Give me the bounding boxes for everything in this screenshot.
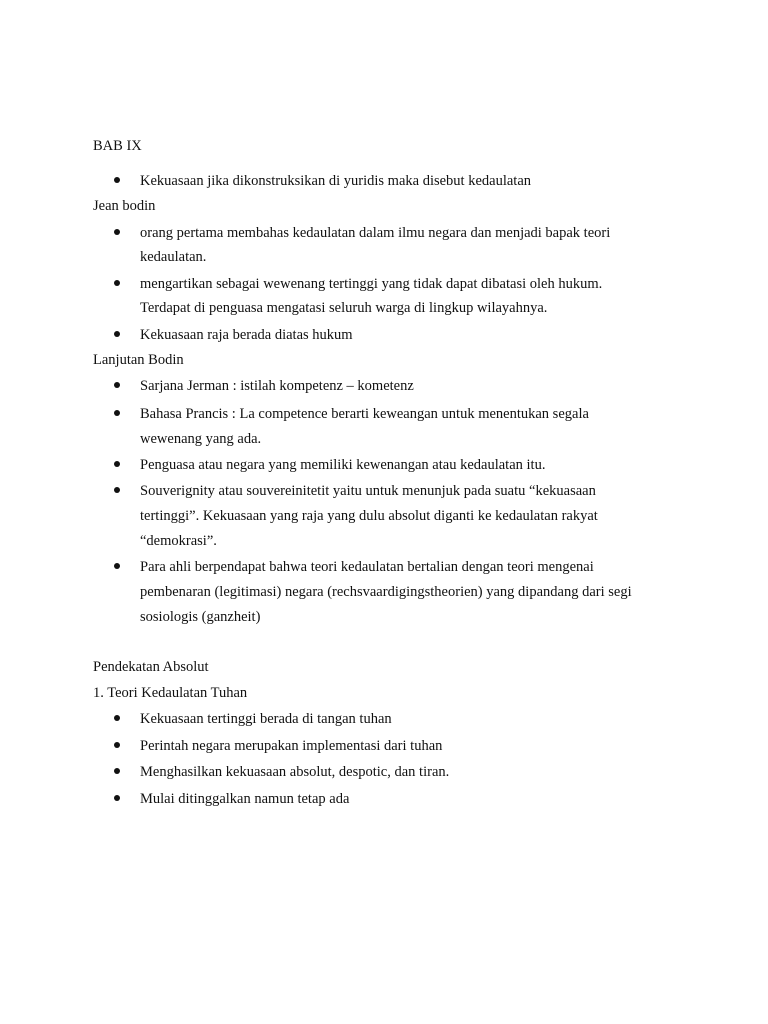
- list-item-text: mengartikan sebagai wewenang tertinggi yang tidak dapat dibatasi oleh hukum.: [140, 276, 603, 292]
- bullet-icon: [114, 563, 120, 569]
- list-item: [0, 481, 768, 501]
- list-item: [0, 709, 768, 729]
- list-item: [0, 736, 768, 756]
- list-item: [0, 404, 768, 424]
- list-item-text: Perintah negara merupakan implementasi dari tuhan: [140, 738, 443, 754]
- list-item: [0, 789, 768, 809]
- list-item-text: Sarjana Jerman : istilah kompetenz – kometenz: [140, 378, 414, 394]
- list-item-text: Penguasa atau negara yang memiliki kewenangan atau kedaulatan itu.: [140, 457, 546, 473]
- bullet-icon: [114, 229, 120, 235]
- list-item-text: Souverignity atau souvereinitetit yaitu untuk menunjuk pada suatu “kekuasaan: [140, 483, 596, 499]
- list-item-text: Kekuasaan tertinggi berada di tangan tuhan: [140, 711, 392, 727]
- section-heading: Lanjutan Bodin: [93, 352, 184, 368]
- list-item-continuation: pembenaran (legitimasi) negara (rechsvaardigingstheorien) yang dipandang dari segi: [140, 584, 632, 600]
- list-item: [0, 455, 768, 475]
- list-item-continuation: wewenang yang ada.: [140, 431, 262, 447]
- bullet-icon: [114, 177, 120, 183]
- list-item-text: Bahasa Prancis : La competence berarti keweangan untuk menentukan segala: [140, 406, 589, 422]
- bullet-icon: [114, 715, 120, 721]
- chapter-title: BAB IX: [93, 138, 142, 154]
- bullet-icon: [114, 742, 120, 748]
- list-item-continuation: kedaulatan.: [140, 249, 207, 265]
- list-item-continuation: “demokrasi”.: [140, 533, 217, 549]
- list-item-text: Menghasilkan kekuasaan absolut, despotic, dan tiran.: [140, 764, 450, 780]
- bullet-icon: [114, 280, 120, 286]
- list-item: [0, 223, 768, 243]
- list-item-continuation: sosiologis (ganzheit): [140, 609, 261, 625]
- list-item-continuation: Terdapat di penguasa mengatasi seluruh warga di lingkup wilayahnya.: [140, 300, 548, 316]
- list-item: [0, 171, 768, 191]
- list-item-text: Mulai ditinggalkan namun tetap ada: [140, 791, 350, 807]
- bullet-icon: [114, 382, 120, 388]
- list-item-text: orang pertama membahas kedaulatan dalam ilmu negara dan menjadi bapak teori: [140, 225, 611, 241]
- list-item-continuation: tertinggi”. Kekuasaan yang raja yang dulu absolut diganti ke kedaulatan rakyat: [140, 508, 598, 524]
- list-item-text: Para ahli berpendapat bahwa teori kedaulatan bertalian dengan teori mengenai: [140, 559, 594, 575]
- list-item: [0, 376, 768, 396]
- list-item: [0, 762, 768, 782]
- section-subheading: 1. Teori Kedaulatan Tuhan: [93, 685, 248, 701]
- bullet-icon: [114, 410, 120, 416]
- list-item-text: Kekuasaan raja berada diatas hukum: [140, 327, 353, 343]
- section-heading: Jean bodin: [93, 198, 156, 214]
- list-item: [0, 325, 768, 345]
- bullet-icon: [114, 331, 120, 337]
- bullet-icon: [114, 795, 120, 801]
- bullet-icon: [114, 487, 120, 493]
- list-item: [0, 274, 768, 294]
- bullet-icon: [114, 461, 120, 467]
- section-heading: Pendekatan Absolut: [93, 659, 209, 675]
- bullet-icon: [114, 768, 120, 774]
- list-item-text: Kekuasaan jika dikonstruksikan di yuridis maka disebut kedaulatan: [140, 173, 532, 189]
- list-item: [0, 557, 768, 577]
